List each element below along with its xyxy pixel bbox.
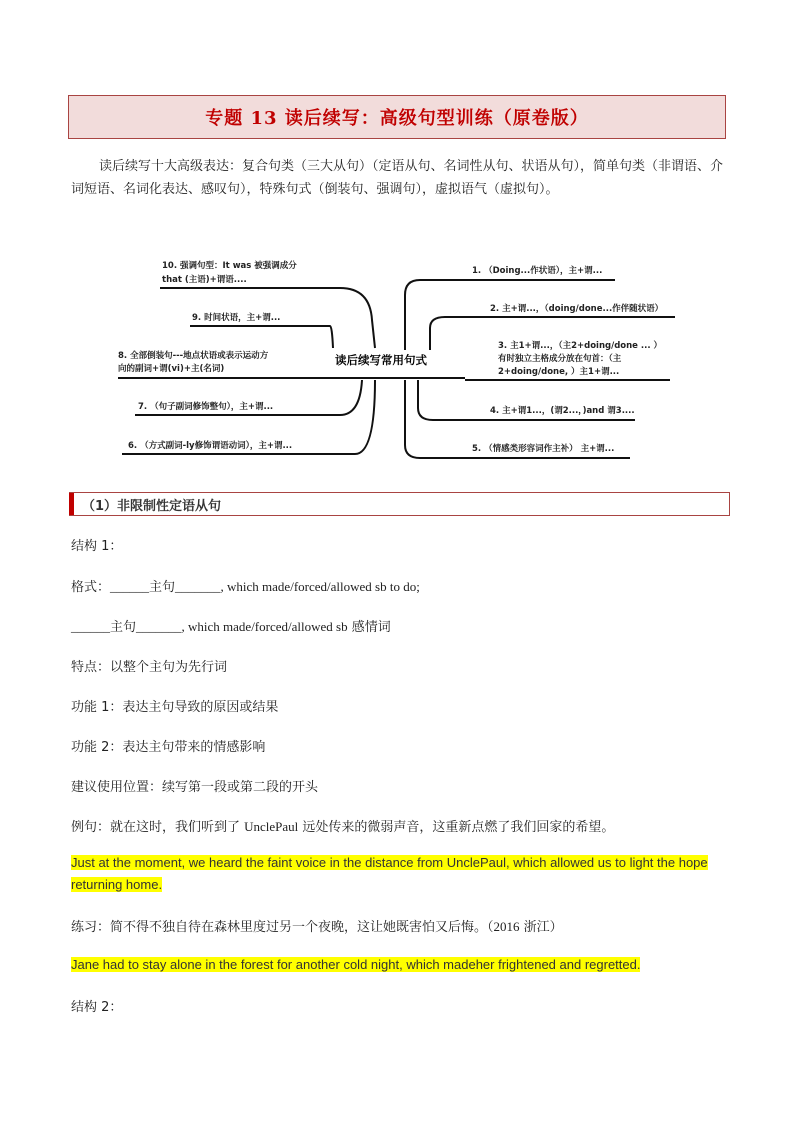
mindmap-left-8-line1: 8. 全部倒装句---地点状语或表示运动方	[118, 351, 269, 361]
practice-english-highlight: Jane had to stay alone in the forest for another cold night, which madeher frightened and regretted.	[71, 957, 641, 972]
example-chinese-line	[71, 816, 614, 835]
practice-cn-part2: 浙江）	[519, 920, 563, 935]
example-english-highlight: Just at the moment, we heard the faint voice in the distance from UnclePaul, which allowed us to light the hope returning home.	[71, 855, 708, 892]
format1-english: , which made/forced/allowed sb to do;	[220, 579, 420, 594]
section-heading-accent	[69, 493, 74, 515]
intro-paragraph: 读后续写十大高级表达：复合句类（三大从句）（定语从句、名词性从句、状语从句），简单句类（非谓语、介词短语、名词化表达、感叹句），特殊句式（倒装句、强调句），虚拟语气（虚拟句）。	[71, 159, 724, 197]
format2-main: 主句	[110, 620, 137, 635]
example-english-line	[71, 852, 727, 896]
mindmap-branch-left-9	[190, 326, 333, 348]
function1-line: 功能 1：表达主句导致的原因或结果	[71, 700, 279, 715]
practice-cn-part1: 练习：简不得不独自待在森林里度过另一个夜晚，这让她既害怕又后悔。（	[71, 920, 494, 935]
mindmap-branch-right-1	[405, 280, 615, 350]
example-cn-part2: 远处传来的微弱声音，这重新点燃了我们回家的希望。	[298, 820, 615, 835]
mindmap-right-3-line1: 3. 主1+谓...，（主2+doing/done ... ）	[498, 341, 663, 351]
section-heading	[69, 492, 730, 516]
format-line-1	[71, 576, 420, 595]
example-cn-name: UnclePaul	[244, 819, 299, 834]
function2-line: 功能 2：表达主句带来的情感影响	[71, 740, 266, 755]
format2-blank2: _______	[136, 619, 182, 634]
section-heading-title: （1）非限制性定语从句	[82, 498, 222, 514]
structure1-label: 结构 1：	[71, 539, 123, 554]
practice-english-line	[71, 954, 727, 976]
mindmap-left-9-line1: 9. 时间状语，主+谓...	[192, 313, 281, 323]
format2-blank1: ______	[71, 619, 110, 634]
format1-blank1: ______	[110, 579, 150, 594]
format1-blank2: _______	[175, 579, 221, 594]
format2-chinese: 感情词	[347, 620, 391, 635]
format-label: 格式：	[71, 580, 111, 595]
mindmap-left-6-line1: 6. （方式副词-ly修饰谓语动词），主+谓...	[128, 441, 293, 451]
mindmap-diagram	[100, 240, 700, 470]
mindmap-left-7-line1: 7. （句子副词修饰整句），主+谓...	[138, 402, 274, 412]
mindmap-right-2-line1: 2. 主+谓...，（doing/done...作伴随状语）	[490, 304, 664, 314]
practice-chinese-line	[71, 916, 563, 935]
mindmap-left-10-line2: that (主语)+谓语....	[162, 275, 247, 285]
mindmap-center-label: 读后续写常用句式	[335, 353, 427, 367]
mindmap-right-3-line2: 有时独立主格成分放在句首：（主	[498, 354, 622, 364]
mindmap-left-10-line1: 10. 强调句型：It was 被强调成分	[162, 261, 297, 271]
mindmap-left-8-line2: 向的副词+谓(vi)+主(名词)	[118, 364, 225, 374]
format-line-2	[71, 616, 391, 635]
practice-cn-year: 2016	[493, 919, 520, 934]
example-cn-part1: 例句：就在这时，我们听到了	[71, 820, 245, 835]
mindmap-right-5-line1: 5. （情感类形容词作主补） 主+谓...	[472, 444, 615, 454]
position-line: 建议使用位置：续写第一段或第二段的开头	[71, 780, 319, 795]
mindmap-right-1-line1: 1. （Doing...作状语），主+谓...	[472, 266, 603, 276]
mindmap-right-4-line1: 4. 主+谓1...，(谓2...，)and 谓3....	[490, 406, 635, 416]
document-title-box	[68, 95, 726, 139]
format1-main: 主句	[149, 580, 176, 595]
structure2-label: 结构 2：	[71, 1000, 123, 1015]
feature-line: 特点：以整个主句为先行词	[71, 660, 228, 675]
format2-english: , which made/forced/allowed sb	[181, 619, 348, 634]
document-title: 专题 13 读后续写：高级句型训练（原卷版）	[205, 108, 589, 129]
mindmap-right-3-line3: 2+doing/done, ）主1+谓...	[498, 367, 620, 377]
